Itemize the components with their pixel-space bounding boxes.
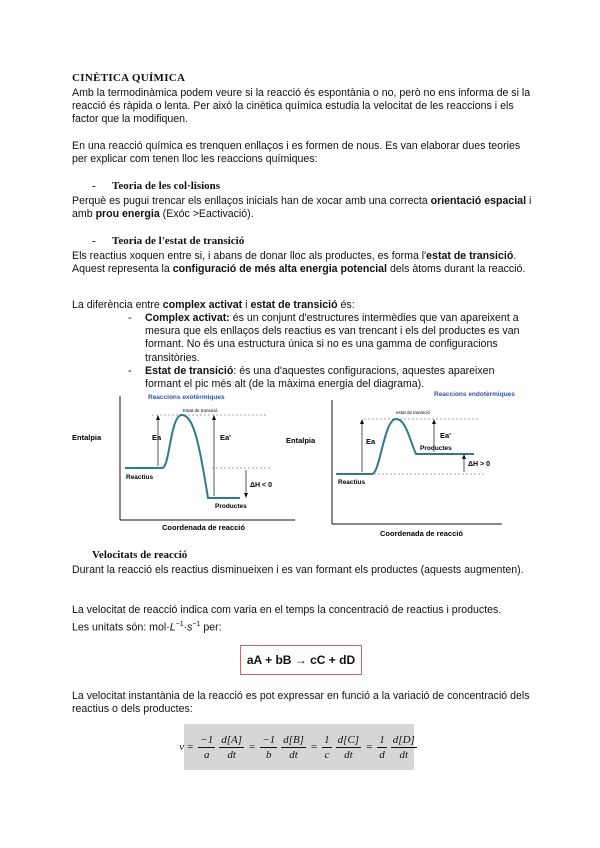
list-term: Complex activat: [145, 312, 230, 324]
endo-ylabel: Entalpia [286, 436, 316, 445]
units-L-exp: −1 [175, 621, 184, 628]
page-title: CINÈTICA QUÍMICA [72, 72, 186, 84]
coef-den: b [265, 748, 272, 761]
exo-xlabel: Coordenada de reacció [162, 523, 245, 532]
exo-ea-prime: Ea' [220, 433, 231, 442]
difference-text-a: La diferència entre [72, 299, 163, 311]
formula-coef [377, 733, 387, 762]
units-prefix: Les unitats són: mol· [72, 621, 170, 634]
intro-paragraph: Amb la termodinàmica podem veure si la reacció és espontània o no, però no ens informa de si la reacció és ràpida o lenta. Per això la cinètica química estudia la velocitat de les reaccions i els factor que la modifiquen. [72, 87, 531, 126]
deriv-num: d[C] [337, 733, 360, 746]
reaction-equation: aA + bB → cC + dD [240, 645, 362, 675]
formula-deriv [281, 733, 306, 762]
list-desc: : és una d'aquestes configuracions, aquestes apareixen formant el pic més alt (de la màxima energia del diagrama). [145, 365, 495, 391]
theory2-bold-b: configuració de més alta energia potencial [172, 263, 387, 276]
rate-formula [179, 724, 415, 770]
deriv-den: dt [344, 748, 353, 761]
endo-ea-prime: Ea' [440, 431, 451, 440]
endothermic-diagram [284, 386, 516, 544]
theory2-paragraph [72, 250, 532, 276]
difference-bold-b: estat de transició [250, 299, 338, 311]
exo-products: Productes [215, 503, 247, 510]
theory1-text-a: Perquè es pugui trencar els enllaços inicials han de xocar amb una correcta [72, 195, 431, 207]
theory1-text-c: (Exóc >Eactivació). [159, 208, 254, 221]
units-line [72, 618, 532, 635]
theory1-bold-a: orientació espacial [430, 195, 527, 207]
deriv-num: d[D] [392, 733, 415, 746]
units-s: s [187, 621, 193, 634]
endo-reactants: Reactius [338, 479, 366, 486]
theory2-bold-a: estat de transició [426, 250, 514, 262]
formula-equals: = [310, 741, 318, 753]
difference-text-b: i [242, 299, 251, 311]
exo-ylabel: Entalpia [72, 433, 102, 442]
units-dot: · [183, 621, 188, 634]
coef-num: 1 [379, 733, 385, 746]
exo-reactants: Reactius [126, 474, 154, 481]
theory2-dash: - [92, 235, 96, 247]
list-desc: és un conjunt d'estructures intermèdies que van apareixent a mesura que els enllaços dels reactius es van trencant i els del productes es van formant. No és una estructura única si no es una gamma de configuracions transitòries. [145, 312, 520, 364]
coef-num: −1 [200, 733, 214, 746]
endo-ea: Ea [366, 437, 376, 446]
units-s-exp: −1 [192, 621, 201, 628]
deriv-num: d[B] [283, 733, 304, 746]
exo-ea: Ea [152, 433, 162, 442]
exo-energy-curve [125, 415, 240, 498]
coef-num: 1 [324, 733, 330, 746]
theory1-text-b: i amb [72, 195, 532, 221]
theory1-dash: - [92, 180, 96, 192]
deriv-den: dt [399, 748, 409, 761]
formula-deriv [336, 733, 361, 762]
difference-list-item [128, 312, 532, 365]
deriv-den: dt [289, 748, 298, 761]
theory2-heading-text: Teoria de l'estat de transició [112, 235, 245, 247]
units-suffix: per: [200, 621, 222, 634]
reactions-paragraph: En una reacció química es trenquen enllaços i es formen de nous. Es van elaborar dues teories per explicar com tenen lloc les reaccions químiques: [72, 140, 521, 166]
endo-dh: ΔH > 0 [468, 461, 490, 468]
theory1-bold-b: prou energia [95, 208, 160, 221]
exo-ea-arrowhead [156, 415, 160, 420]
list-dash: - [128, 365, 132, 377]
formula-coef [198, 733, 215, 762]
difference-bold-a: complex activat [162, 299, 243, 311]
deriv-num: d[A] [221, 733, 243, 746]
coef-den: a [204, 748, 210, 761]
units-L: L [169, 621, 176, 634]
rates-paragraph-1: Durant la reacció els reactius disminueixen i es van formant els productes (aquests augmenten). [72, 564, 524, 576]
theory1-paragraph [72, 195, 532, 221]
theory1-heading-text: Teoria de les col·lisions [112, 180, 221, 192]
endo-energy-curve [336, 419, 474, 474]
rates-heading: Velocitats de reacció [92, 549, 188, 561]
coef-den: d [379, 748, 385, 761]
theory2-text-b: . Aquest representa la [72, 250, 517, 276]
list-term: Estat de transició [145, 365, 234, 377]
formula-deriv [219, 733, 244, 762]
rates-paragraph-3: La velocitat instantània de la reacció es pot expressar en funció a la variació de concentració dels reactius o dels productes: [72, 690, 530, 716]
theory1-heading [92, 180, 220, 192]
difference-paragraph [72, 299, 532, 312]
coef-den: c [324, 748, 330, 761]
exo-peak-label: Estat de transició [183, 408, 218, 413]
coef-num: −1 [262, 733, 276, 746]
endo-peak-label: estat de transició [396, 410, 431, 415]
formula-equals: = [366, 741, 373, 753]
deriv-den: dt [227, 748, 236, 761]
endo-xlabel: Coordenada de reacció [380, 529, 463, 538]
endo-products: Productes [420, 445, 452, 452]
exo-dh-arrowhead [244, 493, 248, 498]
exo-dh: ΔH < 0 [250, 482, 272, 489]
endo-ea-prime-arrowhead [432, 419, 436, 424]
formula-equals: = [249, 741, 256, 753]
difference-text-c: és: [337, 299, 355, 311]
formula-coef [322, 733, 332, 762]
exo-ea-prime-arrowhead [212, 415, 216, 420]
endo-ea-arrowhead [360, 419, 364, 424]
endo-title: Reaccions endotèrmiques [434, 391, 515, 398]
formula-coef [260, 733, 277, 762]
theory2-heading [92, 235, 244, 247]
rates-paragraph-2: La velocitat de reacció indica com varia en el temps la concentració de reactius i productes. [72, 604, 502, 616]
formula-v: v [179, 741, 185, 753]
formula-equals: = [187, 741, 194, 753]
theory2-text-a: Els reactius xoquen entre si, i abans de donar lloc als productes, es forma l' [72, 250, 427, 262]
exothermic-diagram [70, 388, 302, 538]
theory2-text-c: dels àtoms durant la reacció. [387, 263, 526, 276]
exo-title: Reaccions exotèrmiques [148, 394, 225, 401]
formula-deriv [391, 733, 417, 762]
list-dash: - [128, 312, 132, 324]
